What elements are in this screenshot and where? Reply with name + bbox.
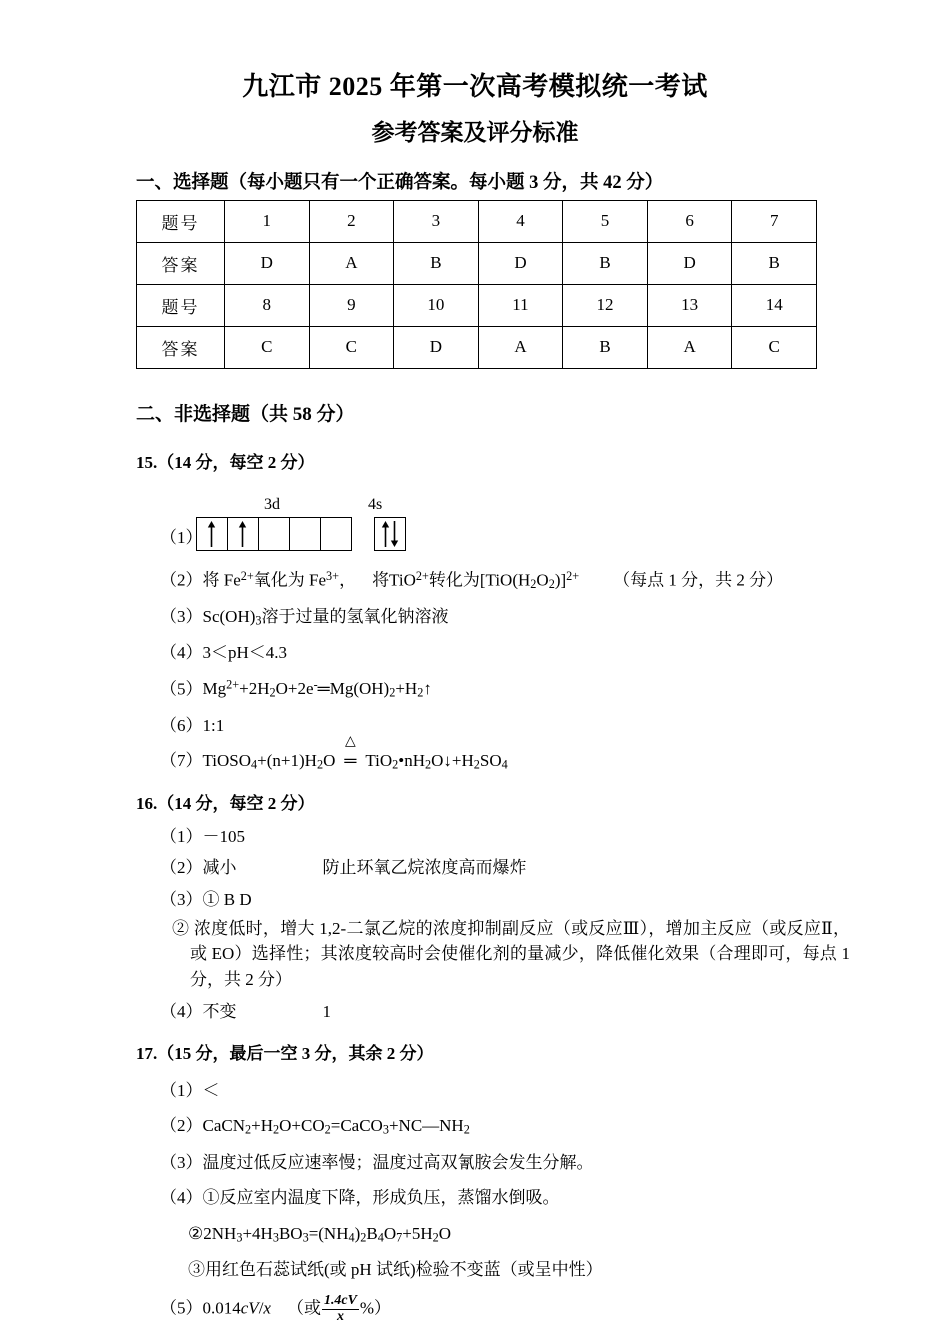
formula-sub: 2 [360,1230,367,1245]
row-label: 题号 [137,200,225,242]
orbital-label-3d: 3d [264,495,280,513]
spin-up-arrow-icon [238,521,247,547]
table-cell: 12 [563,284,648,326]
table-cell: 14 [732,284,817,326]
orbital-cell [259,518,290,550]
sub-item-text: 浓度低时，增大 1,2-二氯乙烷的浓度抑制副反应（或反应Ⅲ），增加主反应（或反应Ⅱ，或 EO）选择性；其浓度较高时会使催化剂的量减少，降低催化效果（合理即可，每点 1 分，共 2 分） [190,918,851,990]
scoring-note: （每点 1 分，共 2 分） [613,570,784,590]
formula-sub: 7 [396,1230,403,1245]
formula-sub: 2 [473,757,480,772]
orbital-cell [197,518,228,550]
answer-expression: 0.014cV/x [202,1298,271,1318]
table-cell: D [225,242,310,284]
question-16-heading: 16.（14 分，每空 2 分） [136,793,315,813]
item-text-a-mid: 氧化为 Fe [253,570,327,590]
table-cell: B [394,242,479,284]
table-cell: C [732,326,817,368]
table-cell: 9 [309,284,394,326]
table-cell: D [647,242,732,284]
table-cell: 6 [647,200,732,242]
table-cell: 4 [478,200,563,242]
orbital-group-4s [374,517,406,551]
table-cell: D [394,326,479,368]
question-15-item-1 [0,495,950,557]
orbital-boxes [196,517,406,551]
question-16-item-3 [0,888,950,913]
question-15-item-3 [0,605,950,630]
table-cell: 1 [225,200,310,242]
formula-sub: 3 [236,1230,243,1245]
answer-table-container [0,200,950,369]
table-cell: C [225,326,310,368]
item-text-pre: Sc(OH) [202,606,256,626]
sub-item-number: ③ [188,1260,205,1280]
formula-sub: 3 [272,1230,279,1245]
alt-open-paren: （或 [286,1298,321,1318]
formula-sub: 2 [417,685,424,700]
row-label: 题号 [137,284,225,326]
item-text-b: 防止环氧乙烷浓度高而爆炸 [322,858,527,878]
formula-sub: 2 [316,757,324,772]
item-label: （1） [160,527,203,547]
item-text-a-post: ， [339,570,357,590]
delta-icon: △ [344,734,356,750]
table-row [137,326,817,368]
question-15-item-7 [0,734,950,774]
item-label: （2） [160,858,203,878]
alt-close-paren: %） [359,1298,392,1318]
equation-left: $TiOSO_4+(n+1)H_2O$ [202,751,336,772]
item-label: （1） [160,826,203,846]
fraction-denominator: x [336,1308,344,1324]
question-16-item-2 [0,856,950,881]
table-cell: 11 [478,284,563,326]
formula-sub: 4 [348,1230,355,1245]
formula-sub: 2 [392,757,399,772]
spin-down-arrow-icon [390,521,399,547]
item-text-a: 减小 [202,858,237,878]
equation-text: $2NH_3+4H_3BO_3=(NH_4)_2B_4O_7+5H_2O$ [203,1224,452,1245]
formula-sub: 2 [425,757,432,772]
question-15-item-5 [0,677,950,703]
item-label: （1） [160,1080,203,1100]
table-cell: A [647,326,732,368]
spin-up-arrow-icon [207,521,216,547]
item-label: （4） [160,643,203,663]
fraction-numerator: 1.4cV [323,1293,357,1309]
question-17-item-5 [0,1294,950,1324]
sub-item-number: ① [202,1188,220,1208]
item-text-a: 不变 [202,1002,237,1022]
equation-text: $Mg^{2+}+2H_2O+2e^-═Mg(OH)_2+H_2↑$ [202,677,432,700]
charge-sup: - [313,677,318,692]
question-15-item-6 [0,714,950,739]
question-17-item-1 [0,1079,950,1104]
formula-sub: 2 [463,1123,470,1138]
equation-right: $TiO_2•nH_2O↓+H_2SO_4$ [365,751,508,772]
table-cell: B [563,326,648,368]
orbital-cell [290,518,321,550]
question-17-heading: 17.（15 分，最后一空 3 分，其余 2 分） [136,1043,434,1063]
question-16-item-3-sub2 [0,916,950,993]
fraction [322,1294,359,1324]
item-label: （7） [160,751,203,771]
table-cell: 8 [225,284,310,326]
formula-sub: 2 [324,1123,331,1138]
table-cell: A [309,242,394,284]
question-17-item-4-sub3 [0,1258,950,1283]
formula-sub: 3 [382,1123,389,1138]
formula-sub: 4 [251,757,258,772]
formula-sub: 2 [389,685,396,700]
question-15-heading: 15.（14 分，每空 2 分） [136,452,315,472]
item-label: （3） [160,1152,203,1172]
equation-text: $CaCN_2+H_2O+CO_2=CaCO_3+NC—NH_2$ [202,1116,470,1138]
question-17-item-2 [0,1114,950,1139]
item-text: ＜ [202,1080,220,1100]
formula-sub: 4 [377,1230,384,1245]
sub-item-text: 用红色石蕊试纸(或 pH 试纸)检验不变蓝（或呈中性） [205,1260,603,1280]
orbital-group-3d [196,517,352,551]
question-15-item-2 [0,568,950,594]
item-text-b-pre: 将TiO [372,570,416,590]
table-cell: 7 [732,200,817,242]
item-text: 温度过低反应速率慢；温度过高双氰胺会发生分解。 [202,1152,594,1172]
answer-table [136,200,817,369]
equals-sign: ═ [344,751,357,771]
table-cell: C [309,326,394,368]
item-label: （5） [160,679,203,699]
item-label: （6） [160,715,203,735]
item-label: （3） [160,606,203,626]
item-text: 1:1 [202,715,225,735]
item-label: （4） [160,1002,203,1022]
item-text-b-mid3: )] [554,570,567,590]
item-label: （4） [160,1188,203,1208]
item-text-b: 1 [322,1002,331,1022]
item-text-a-pre: 将 Fe [202,570,241,590]
table-cell: 2 [309,200,394,242]
table-cell: A [478,326,563,368]
table-cell: B [732,242,817,284]
table-cell: B [563,242,648,284]
sub-item-number: ② [172,918,190,938]
section-two-heading: 二、非选择题（共 58 分） [136,403,355,425]
orbital-label-4s: 4s [368,495,383,513]
formula-sub: 2 [548,576,555,591]
question-15-item-4 [0,641,950,666]
orbital-cell [375,518,405,550]
charge-sup: 2+ [226,677,240,692]
sub-item-text: 反应室内温度下降，形成负压，蒸馏水倒吸。 [219,1188,560,1208]
sub-item-number: ② [188,1224,204,1244]
formula-sub: 2 [273,1123,280,1138]
sub-item-text: B D [223,889,252,909]
item-text: －105 [202,826,245,846]
row-label: 答案 [137,242,225,284]
item-text: 3＜pH＜4.3 [202,643,288,663]
table-row [137,284,817,326]
item-label: （2） [160,1116,203,1136]
table-cell: 3 [394,200,479,242]
page-title: 九江市 2025 年第一次高考模拟统一考试 [242,72,708,101]
item-label: （5） [160,1298,203,1318]
item-text-post: 溶于过量的氢氧化钠溶液 [261,606,449,626]
page-subtitle: 参考答案及评分标准 [371,119,579,145]
charge-sup: 2+ [415,568,429,583]
formula-sub: 2 [530,576,537,591]
item-label: （2） [160,570,203,590]
table-row [137,200,817,242]
item-text-b-mid: 转化为[TiO(H [428,570,531,590]
table-row [137,242,817,284]
charge-sup: 2+ [240,568,254,583]
row-label: 答案 [137,326,225,368]
charge-sup: 3+ [326,568,340,583]
question-17-item-4 [0,1186,950,1211]
item-label: （3） [160,889,203,909]
section-one-heading: 一、选择题（每小题只有一个正确答案。每小题 3 分，共 42 分） [136,172,664,193]
spin-up-arrow-icon [381,521,390,547]
item-text-b-mid2: O [536,570,549,590]
formula-sub: 3 [302,1230,309,1245]
formula-sub: 2 [432,1230,439,1245]
orbital-cell [228,518,259,550]
table-cell: 10 [394,284,479,326]
formula-sub: 2 [269,685,276,700]
table-cell: 13 [647,284,732,326]
formula-sub: 2 [245,1123,252,1138]
sub-item-number: ① [202,889,220,909]
formula-sub: 4 [501,757,508,772]
question-17-item-4-sub2 [0,1222,950,1247]
heating-equals-operator [335,734,365,774]
formula-sub: 3 [255,613,262,628]
question-17-item-3 [0,1151,950,1176]
question-16-item-1 [0,825,950,850]
charge-sup: 2+ [566,568,580,583]
orbital-cell [321,518,351,550]
question-16-item-4 [0,1000,950,1025]
table-cell: 5 [563,200,648,242]
table-cell: D [478,242,563,284]
